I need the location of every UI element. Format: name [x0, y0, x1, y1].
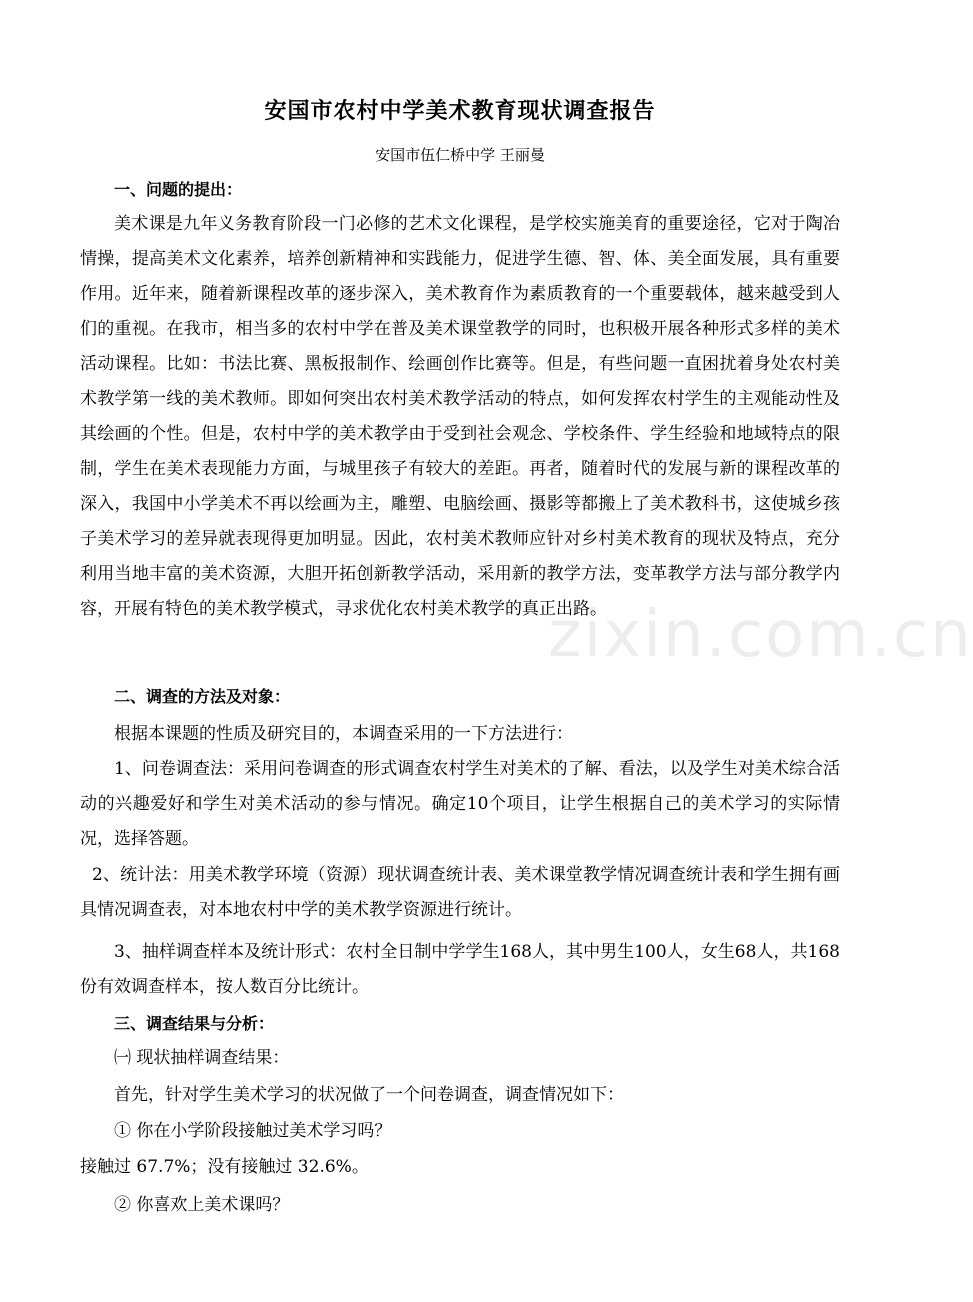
answer-1: 接触过 67.7%；没有接触过 32.6%。: [80, 1157, 369, 1177]
document-author: 安国市伍仁桥中学 王丽曼: [375, 146, 545, 164]
section3-subheading-1: ㈠ 现状抽样调查结果：: [114, 1048, 290, 1068]
section-heading-1: 一、问题的提出：: [114, 180, 243, 199]
question-1: ① 你在小学阶段接触过美术学习吗？: [114, 1121, 392, 1141]
section2-method-2: 2、统计法：用美术教学环境（资源）现状调查统计表、美术课堂教学情况调查统计表和学生拥有画具情况调查表，对本地农村中学的美术教学资源进行统计。: [80, 865, 840, 920]
section1-paragraph: 美术课是九年义务教育阶段一门必修的艺术文化课程，是学校实施美育的重要途径，它对于陶冶情操，提高美术文化素养，培养创新精神和实践能力，促进学生德、智、体、美全面发展，具有重要作用。近年来，随着新课程改革的逐步深入，美术教育作为素质教育的一个重要载体，越来越受到人们的重视。在我市，相当多的农村中学在普及美术课堂教学的同时，也积极开展各种形式多样的美术活动课程。比如：书法比赛、黑板报制作、绘画创作比赛等。但是，有些问题一直困扰着身处农村美术教学第一线的美术教师。即如何突出农村美术教学活动的特点，如何发挥农村学生的主观能动性及其绘画的个性。但是，农村中学的美术教学由于受到社会观念、学校条件、学生经验和地域特点的限制，学生在美术表现能力方面，与城里孩子有较大的差距。再者，随着时代的发展与新的课程改革的深入，我国中小学美术不再以绘画为主，雕塑、电脑绘画、摄影等都搬上了美术教科书，这使城乡孩子美术学习的差异就表现得更加明显。因此，农村美术教师应针对乡村美术教育的现状及特点，充分利用当地丰富的美术资源，大胆开拓创新教学活动，采用新的教学方法，变革教学方法与部分教学内容，开展有特色的美术教学模式，寻求优化农村美术教学的真正出路。: [80, 214, 840, 619]
section-heading-2: 二、调查的方法及对象：: [114, 687, 291, 706]
watermark: zixin.com.cn: [548, 598, 973, 672]
section2-method-1: 1、问卷调查法：采用问卷调查的形式调查农村学生对美术的了解、看法，以及学生对美术综合活动的兴趣爱好和学生对美术活动的参与情况。确定10个项目，让学生根据自己的美术学习的实际情况，选择答题。: [80, 759, 840, 849]
question-2: ② 你喜欢上美术课吗？: [114, 1195, 290, 1215]
section-heading-3: 三、调查结果与分析：: [114, 1014, 275, 1033]
document-title: 安国市农村中学美术教育现状调查报告: [264, 99, 656, 124]
section3-intro: 首先，针对学生美术学习的状况做了一个问卷调查，调查情况如下：: [114, 1085, 624, 1105]
section2-intro: 根据本课题的性质及研究目的，本调查采用的一下方法进行：: [114, 724, 573, 744]
section2-method-3: 3、抽样调查样本及统计形式：农村全日制中学学生168人，其中男生100人，女生68人，共168份有效调查样本，按人数百分比统计。: [80, 942, 840, 997]
